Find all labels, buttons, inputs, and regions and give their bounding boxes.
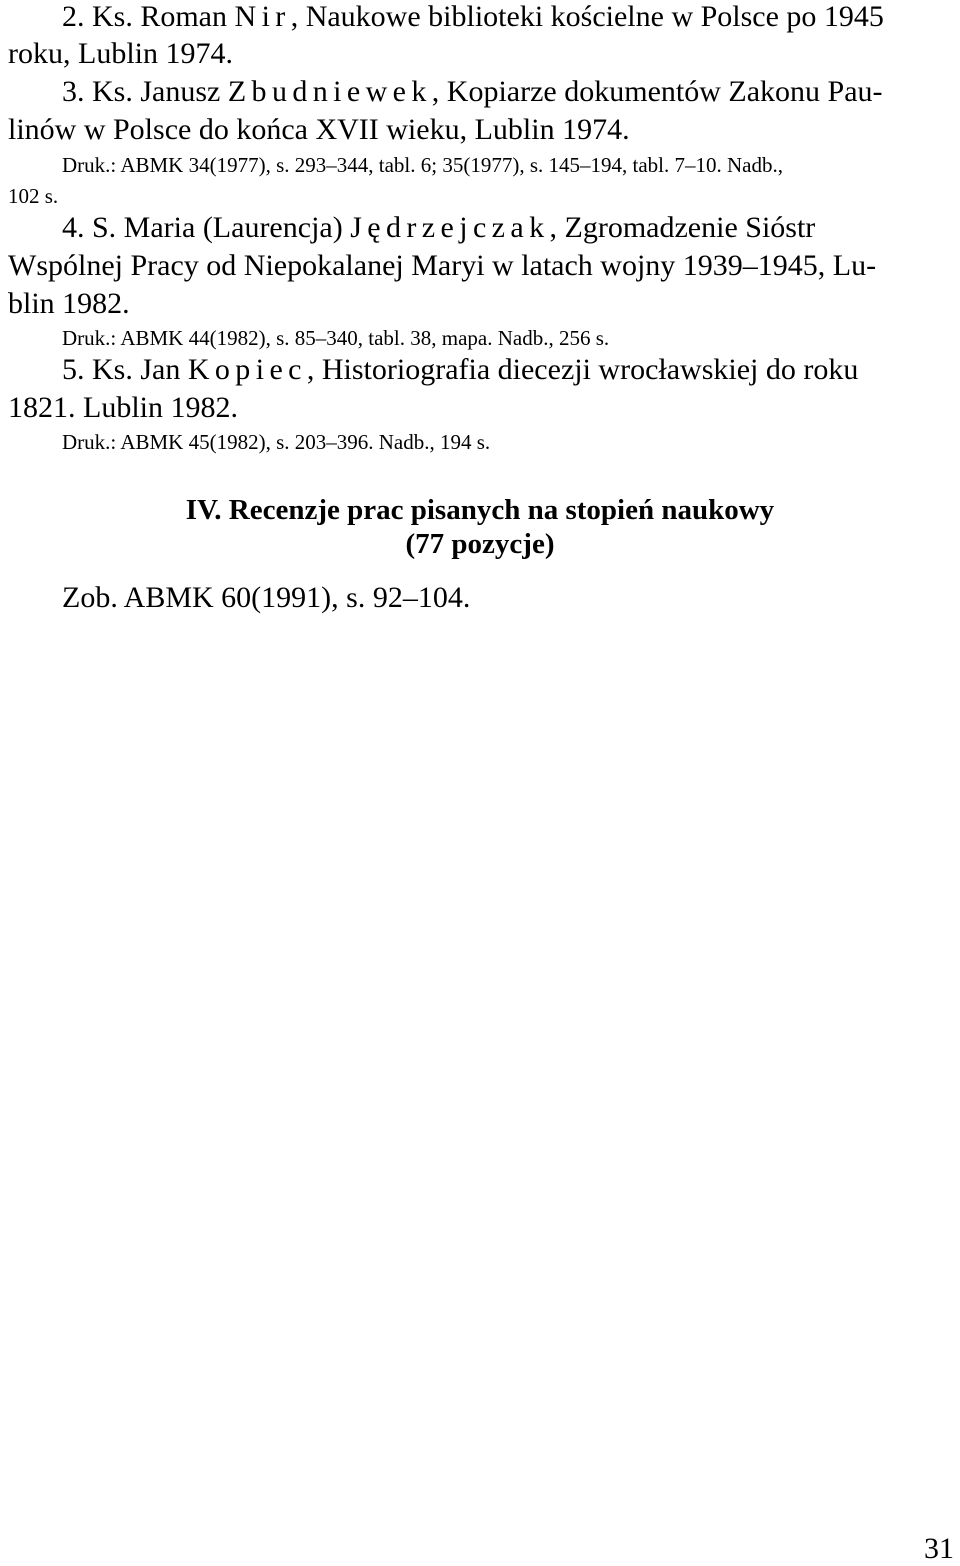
entry-3-druk-cont: 102 s. [8, 184, 59, 208]
entry-3-line-1: 3. Ks. Janusz Zbudniewek, Kopiarze dokumentów Zakonu Pau- [62, 75, 883, 108]
entry-2-line-2: roku, Lublin 1974. [8, 37, 233, 70]
page-number: 31 [924, 1532, 954, 1565]
entry-2-line-1: 2. Ks. Roman Nir, Naukowe biblioteki kościelne w Polsce po 1945 [62, 0, 884, 33]
section-heading: IV. Recenzje prac pisanych na stopień naukowy [185, 494, 775, 526]
entry-5-line-1: 5. Ks. Jan Kopiec, Historiografia diecezji wrocławskiej do roku [62, 353, 859, 386]
entry-3-druk: Druk.: ABMK 34(1977), s. 293–344, tabl. 6; 35(1977), s. 145–194, tabl. 7–10. Nadb., [62, 153, 783, 177]
entry-4-author: Jędrzejczak [350, 211, 550, 244]
entry-4-druk: Druk.: ABMK 44(1982), s. 85–340, tabl. 38, mapa. Nadb., 256 s. [62, 326, 610, 350]
entry-4-line-1: 4. S. Maria (Laurencja) Jędrzejczak, Zgromadzenie Sióstr [62, 211, 816, 244]
section-subheading: (77 pozycje) [405, 528, 555, 560]
entry-4-line-2: Wspólnej Pracy od Niepokalanej Maryi w latach wojny 1939–1945, Lu- [8, 249, 877, 282]
entry-5-line-2: 1821. Lublin 1982. [8, 391, 238, 424]
reference-line: Zob. ABMK 60(1991), s. 92–104. [62, 581, 471, 614]
entry-2-author: Nir [234, 0, 291, 33]
entry-4-line-3: blin 1982. [8, 287, 130, 320]
entry-3-line-2: linów w Polsce do końca XVII wieku, Lublin 1974. [8, 113, 630, 146]
entry-3-author: Zbudniewek [227, 75, 432, 108]
entry-5-druk: Druk.: ABMK 45(1982), s. 203–396. Nadb., 194 s. [62, 430, 491, 454]
entry-5-author: Kopiec [187, 353, 307, 386]
